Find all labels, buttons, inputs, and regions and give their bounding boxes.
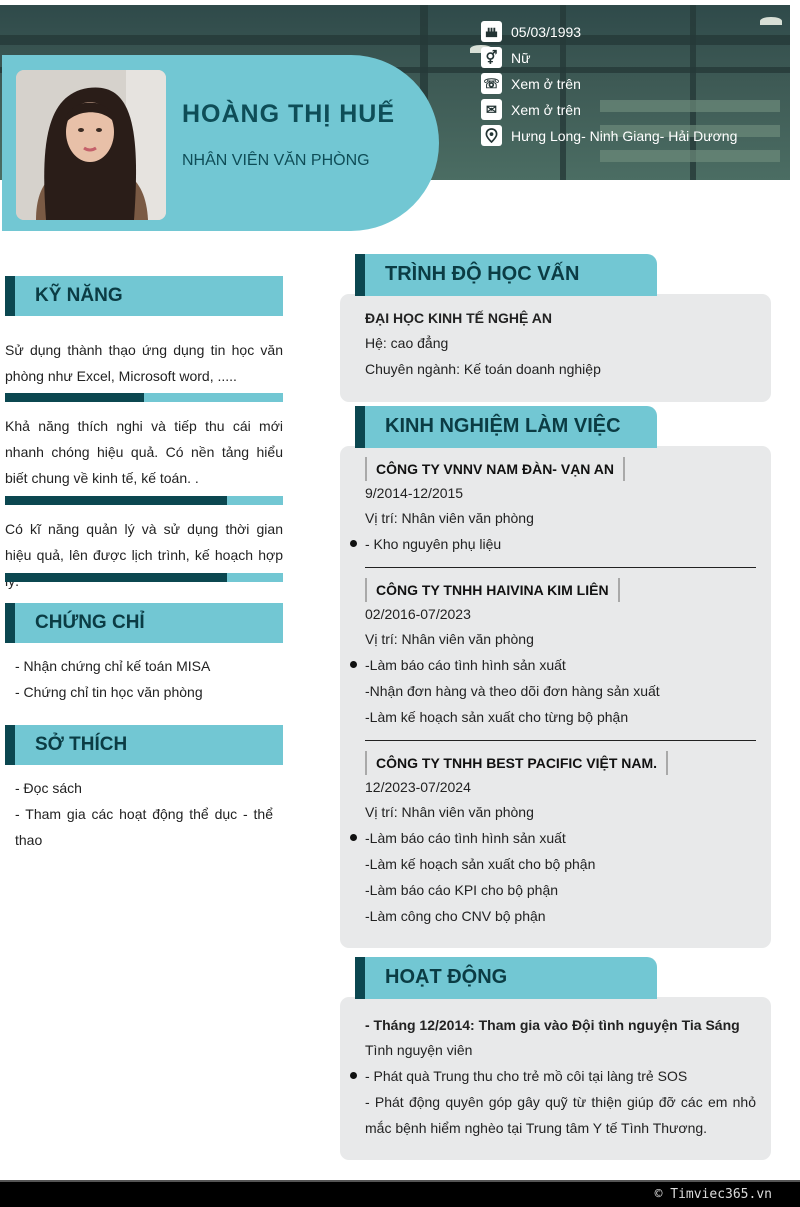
certificate-item: - Chứng chỉ tin học văn phòng: [15, 684, 203, 700]
job-title: NHÂN VIÊN VĂN PHÒNG: [182, 152, 370, 169]
activity-item: - Phát động quyên góp gây quỹ từ thiện giúp đỡ các em nhỏ mắc bệnh hiểm nghèo tại Trung tâm Y tế Tình Thương.: [365, 1094, 756, 1136]
job-duty: -Làm báo cáo tình hình sản xuất: [365, 830, 566, 846]
job-period: 02/2016-07/2023: [365, 606, 471, 622]
contact-gender: [481, 47, 530, 68]
job-duty: -Làm báo cáo tình hình sản xuất: [365, 657, 566, 673]
footer-bar: [0, 1180, 800, 1207]
company-name: CÔNG TY TNHH HAIVINA KIM LIÊN: [365, 578, 620, 602]
address-value: Hưng Long- Ninh Giang- Hải Dương: [511, 127, 738, 144]
skill-item: Có kĩ năng quản lý và sử dụng thời gian hiệu quả, lên được lịch trình, kế hoạch hợp: [5, 521, 283, 563]
job-position: Vị trí: Nhân viên văn phòng: [365, 510, 534, 526]
contact-address: [481, 125, 737, 146]
activity-headline: - Tháng 12/2014: Tham gia vào Đội tình nguyện Tia Sáng: [365, 1017, 740, 1033]
skill-item: Khả năng thích nghi và tiếp thu cái mới nhanh chóng hiệu quả. Có nền tảng hiểu biết chung về kinh tế, kế toán. .: [5, 418, 283, 486]
gender-value: Nữ: [511, 49, 531, 66]
footer-watermark: © Timviec365.vn: [654, 1187, 772, 1202]
education-major: Chuyên ngành: Kế toán doanh nghiệp: [365, 361, 601, 377]
candidate-name: HOÀNG THỊ HUẾ: [182, 100, 395, 128]
phone-value: Xem ở trên: [511, 75, 581, 92]
bullet-dot: [350, 540, 357, 547]
email-value: Xem ở trên: [511, 101, 581, 118]
job-position: Vị trí: Nhân viên văn phòng: [365, 631, 534, 647]
bullet-dot: [350, 661, 357, 668]
job-period: 9/2014-12/2015: [365, 485, 464, 501]
experience-title: KINH NGHIỆM LÀM VIỆC: [385, 415, 621, 437]
hobbies-section-header: [5, 725, 283, 765]
school-name: ĐẠI HỌC KINH TẾ NGHỆ AN: [365, 310, 552, 326]
phone-icon: ☏: [481, 73, 502, 94]
divider: [365, 567, 756, 568]
skills-section-header: [5, 276, 283, 316]
skills-title: KỸ NĂNG: [35, 285, 123, 306]
certificates-section-header: [5, 603, 283, 643]
job-duty: -Làm kế hoạch sản xuất cho từng bộ phận: [365, 709, 629, 725]
contact-birthday: [481, 21, 581, 42]
education-section-header: [355, 254, 657, 296]
company-name: CÔNG TY TNHH BEST PACIFIC VIỆT NAM.: [365, 751, 668, 775]
job-duty: -Nhận đơn hàng và theo dõi đơn hàng sản xuất: [365, 683, 660, 699]
skill-level-bar: [5, 496, 283, 505]
activities-section-header: [355, 957, 657, 999]
hobby-item: - Tham gia các hoạt động thể dục - thể thao: [15, 806, 273, 848]
contact-email: [481, 99, 581, 120]
activity-item: - Phát quà Trung thu cho trẻ mồ côi tại làng trẻ SOS: [365, 1068, 688, 1084]
job-duty: -Làm công cho CNV bộ phận: [365, 908, 546, 924]
divider: [365, 740, 756, 741]
education-title: TRÌNH ĐỘ HỌC VẤN: [385, 263, 580, 285]
activity-role: Tình nguyện viên: [365, 1042, 473, 1058]
avatar: [16, 70, 166, 220]
hobby-item: - Đọc sách: [15, 780, 82, 796]
envelope-icon: ✉: [481, 99, 502, 120]
skill-level-bar: [5, 393, 283, 402]
skill-item: Sử dụng thành thạo ứng dụng tin học văn phòng như Excel, Microsoft word, .....: [5, 342, 283, 384]
job-duty: -Làm báo cáo KPI cho bộ phận: [365, 882, 559, 898]
gender-icon: ⚥: [481, 47, 502, 68]
job-duty: -Làm kế hoạch sản xuất cho bộ phận: [365, 856, 596, 872]
birthday-cake-icon: [481, 21, 502, 42]
birthday-value: 05/03/1993: [511, 23, 582, 40]
experience-section-header: [355, 406, 657, 448]
location-pin-icon: [481, 125, 502, 146]
job-duty: - Kho nguyên phụ liệu: [365, 536, 502, 552]
certificates-title: CHỨNG CHỈ: [35, 612, 145, 633]
skill-level-bar: [5, 573, 283, 582]
contact-phone: [481, 73, 581, 94]
bullet-dot: [350, 834, 357, 841]
activities-title: HOẠT ĐỘNG: [385, 966, 508, 988]
hobbies-title: SỞ THÍCH: [35, 734, 128, 755]
certificate-item: - Nhận chứng chỉ kế toán MISA: [15, 658, 211, 674]
education-system: Hệ: cao đẳng: [365, 335, 449, 351]
company-name: CÔNG TY VNNV NAM ĐÀN- VẠN AN: [365, 457, 625, 481]
job-position: Vị trí: Nhân viên văn phòng: [365, 804, 534, 820]
job-period: 12/2023-07/2024: [365, 779, 471, 795]
bullet-dot: [350, 1072, 357, 1079]
